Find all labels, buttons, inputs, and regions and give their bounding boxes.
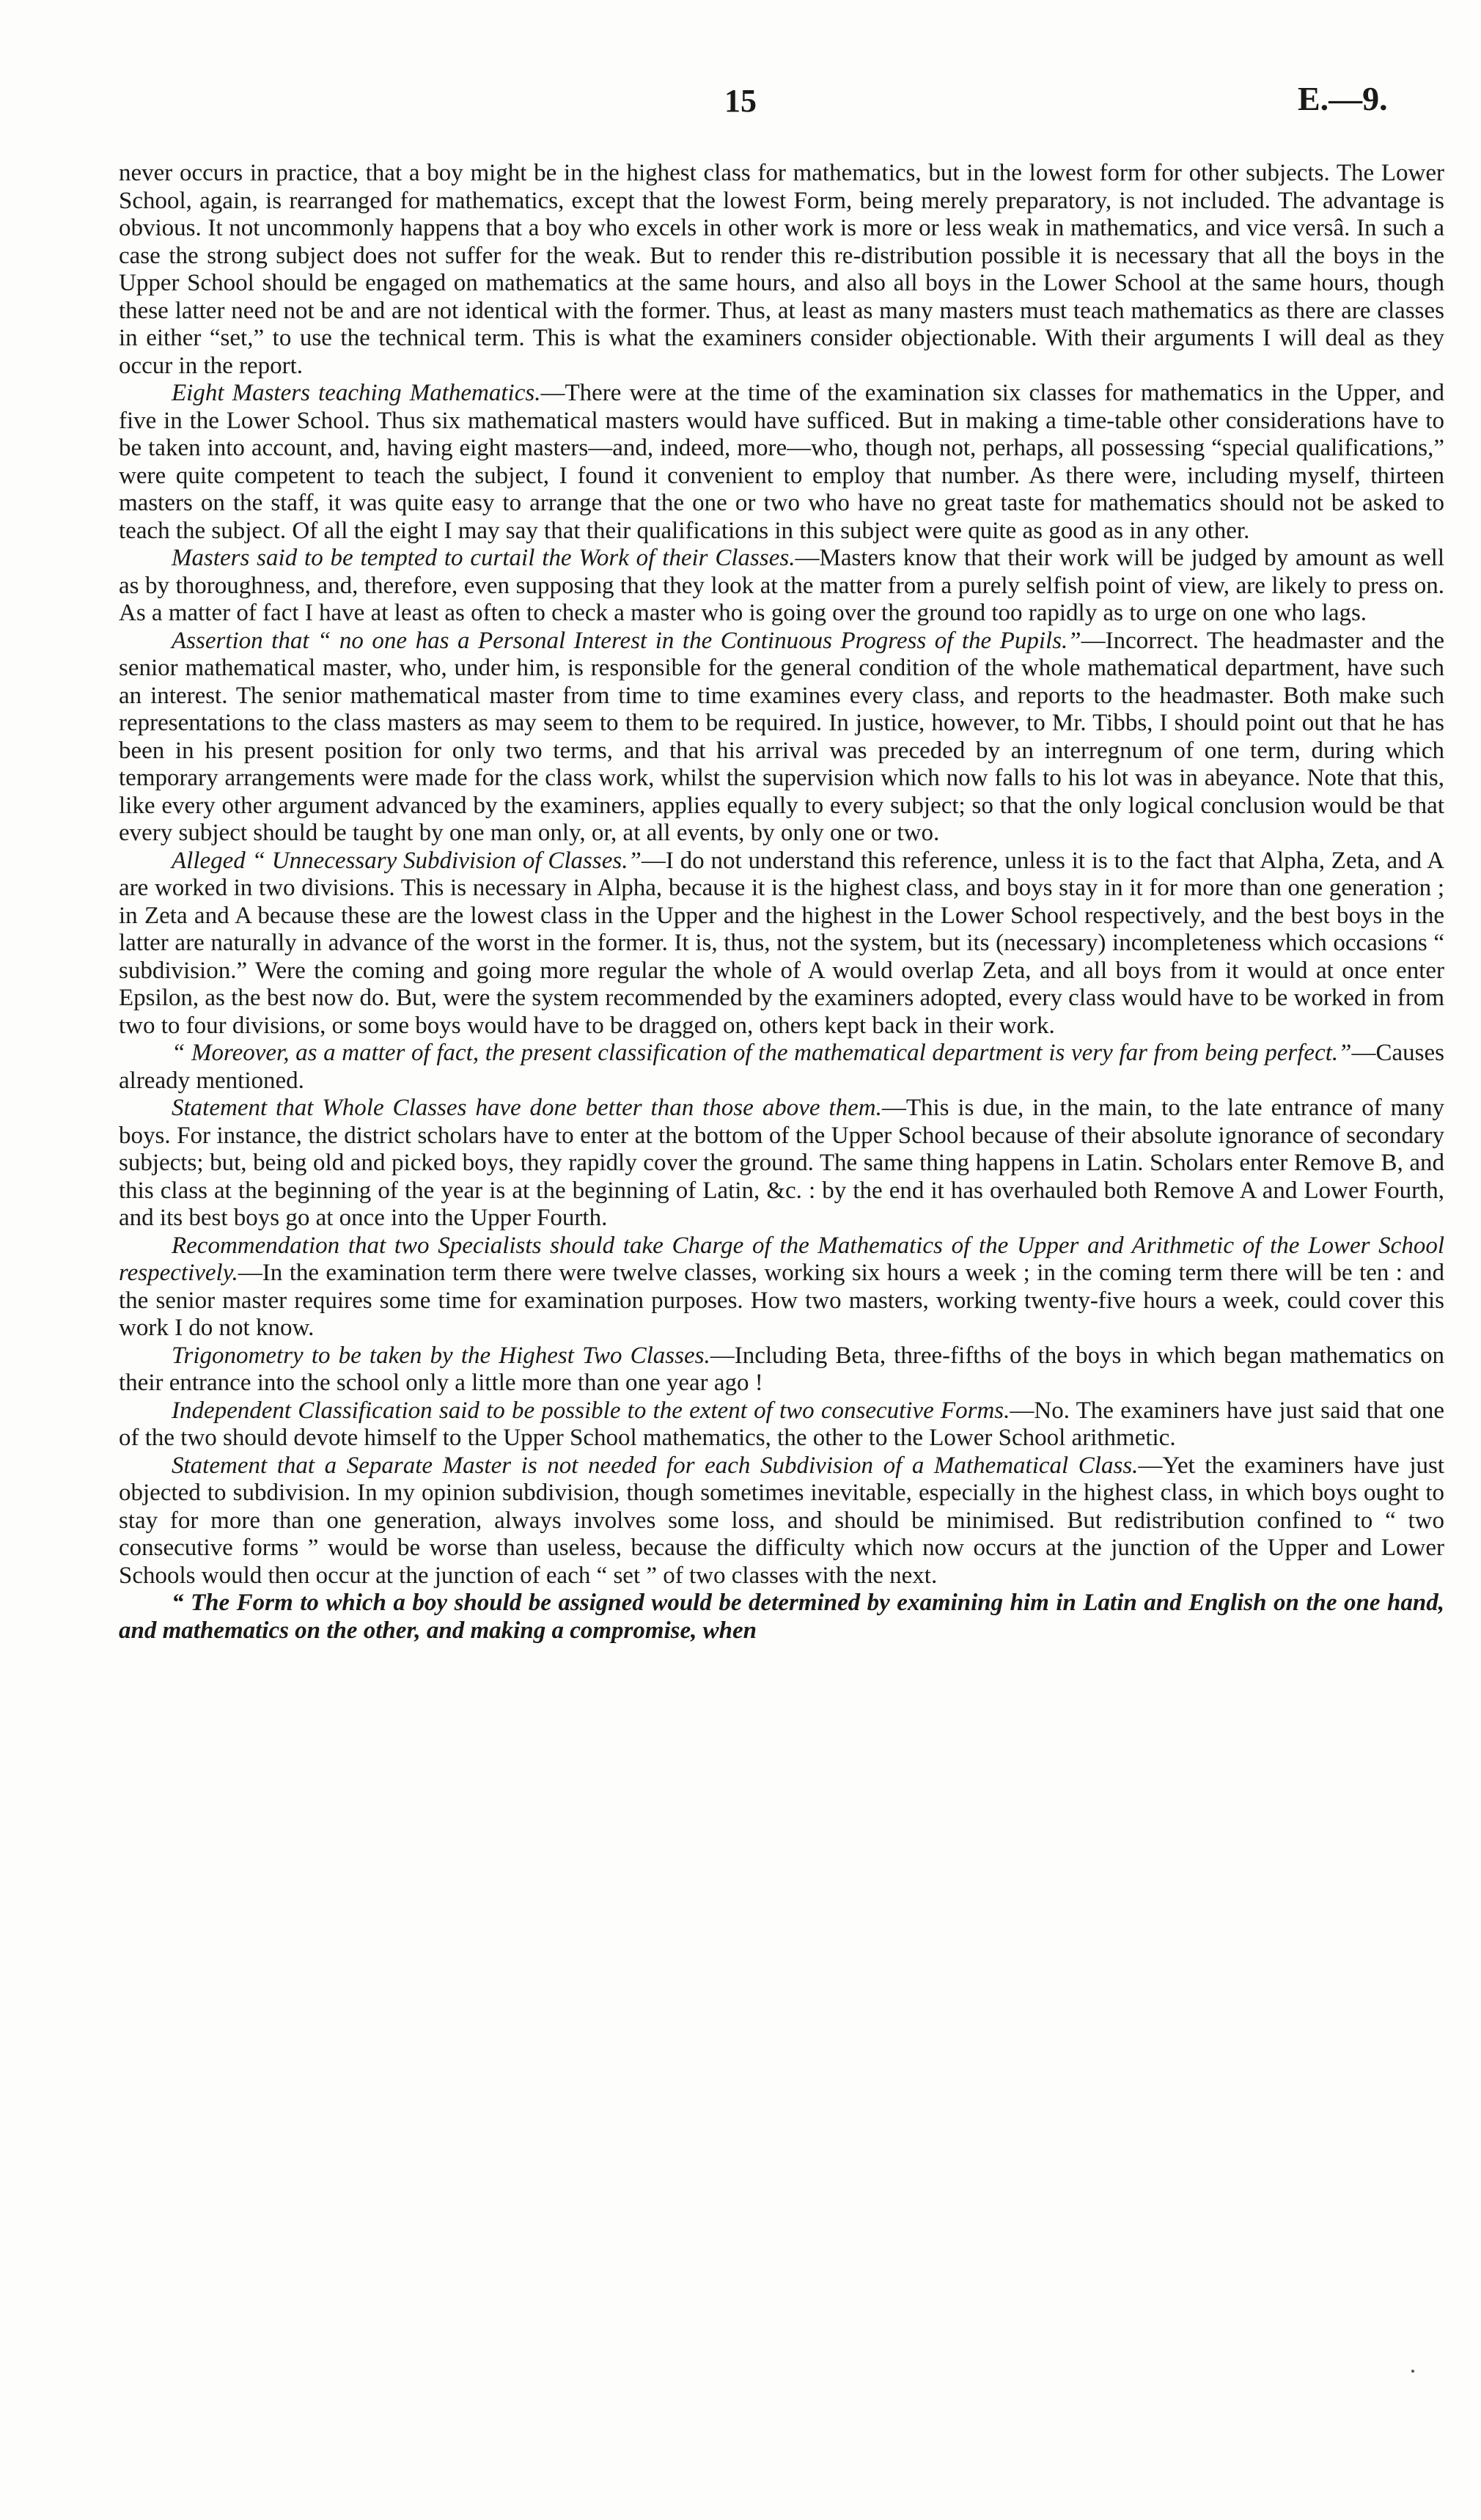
paragraph-heading: Recommendation that two Specialists should take Charge of the Mathematics of the Upper and Arithmetic of the Lower School respectively.	[119, 1232, 1444, 1286]
paragraph-text: —No. The examiners have just said that one of the two should devote himself to the Upper School mathematics, the other to the Lower School arithmetic.	[119, 1397, 1444, 1451]
paragraph-heading: Independent Classification said to be possible to the extent of two consecutive Forms.	[172, 1397, 1010, 1424]
page-number: 15	[724, 83, 757, 119]
paragraph-heading: Eight Masters teaching Mathematics.	[172, 380, 541, 406]
paragraph-text: —Causes already mentioned.	[119, 1040, 1444, 1094]
paragraph-heading: Statement that Whole Classes have done better than those above them.	[172, 1095, 882, 1121]
paragraph-text: never occurs in practice, that a boy might be in the highest class for mathematics, but in the lowest form for other subjects. The Lower School, again, is rearranged for mathematics, except that the lowest Form, being merely preparatory, is not included. The advantage is obvious. It not uncommonly happens that a boy who excels in other work is more or less weak in mathematics, and vice versâ. In such a case the strong subject does not suffer for the weak. But to render this re-distribution possible it is necessary that all the boys in the Upper School should be engaged on mathematics at the same hours, and also all boys in the Lower School at the same hours, though these latter need not be and are not identical with the former. Thus, at least as many masters must teach mathematics as there are classes in either “set,” to use the technical term. This is what the examiners consider objectionable. With their arguments I will deal as they occur in the report.	[119, 160, 1444, 379]
paragraph-heading: “ The Form to which a boy should be assigned would be determined by examining him in Latin and English on the one hand, and mathematics on the other, and making a compromise, when	[119, 1590, 1444, 1644]
paragraph-continuation	[119, 160, 1444, 380]
paragraph-text: —This is due, in the main, to the late entrance of many boys. For instance, the district scholars have to enter at the bottom of the Upper School because of their absolute ignorance of secondary subjects; but, being old and picked boys, they rapidly cover the ground. The same thing happens in Latin. Scholars enter Remove B, and this class at the beginning of the year is at the beginning of Latin, &c. : by the end it has overhauled both Remove A and Lower Fourth, and its best boys go at once into the Upper Fourth.	[119, 1095, 1444, 1231]
paragraph-text: —There were at the time of the examination six classes for mathematics in the Upper, and five in the Lower School. Thus six mathematical masters would have sufficed. But in making a time-table other considerations have to be taken into account, and, having eight masters—and, indeed, more—who, though not, perhaps, all possessing “special qualifications,” were quite competent to teach the subject, I found it convenient to employ that number. As there were, including myself, thirteen masters on the staff, it was quite easy to arrange that the one or two who have no great taste for mathematics should not be asked to teach the subject. Of all the eight I may say that their qualifications in this subject were quite as good as in any other.	[119, 380, 1445, 544]
paragraph-form-assignment	[119, 1590, 1444, 1645]
paragraph-heading: “ Moreover, as a matter of fact, the present classification of the mathematical department is very far from being perfect.”	[172, 1040, 1352, 1066]
paragraph-two-specialists	[119, 1233, 1444, 1342]
paragraph-heading: Assertion that “ no one has a Personal Interest in the Continuous Progress of the Pupils.”	[172, 627, 1081, 654]
paragraph-subdivision	[119, 848, 1444, 1040]
paragraph-separate-master	[119, 1452, 1444, 1590]
paragraph-heading: Masters said to be tempted to curtail the Work of their Classes.	[172, 545, 795, 571]
paragraph-classification	[119, 1040, 1444, 1095]
paragraph-trigonometry	[119, 1342, 1444, 1397]
paragraph-eight-masters	[119, 380, 1444, 545]
paragraph-masters-tempted	[119, 545, 1444, 628]
paragraph-independent-classification	[119, 1397, 1444, 1452]
paragraph-whole-classes	[119, 1095, 1444, 1233]
paragraph-text: —I do not understand this reference, unless it is to the fact that Alpha, Zeta, and A are worked in two divisions. This is necessary in Alpha, because it is the highest class, and boys stay in it for more than one generation ; in Zeta and A because these are the lowest class in the Upper and the highest in the Lower School respectively, and the best boys in the latter are naturally in advance of the worst in the former. It is, thus, not the system, but its (necessary) incompleteness which occasions “ subdivision.” Were the coming and going more regular the whole of A would overlap Zeta, and all boys from it would at once enter Epsilon, as the best now do. But, were the system recommended by the examiners adopted, every class would have to be worked in from two to four divisions, or some boys would have to be dragged on, others kept back in their work.	[119, 847, 1444, 1039]
paragraph-personal-interest	[119, 628, 1444, 848]
paragraph-text: —In the examination term there were twelve classes, working six hours a week ; in the coming term there will be ten : and the senior master requires some time for examination purposes. How two masters, working twenty-five hours a week, could cover this work I do not know.	[119, 1260, 1444, 1341]
paragraph-heading: Statement that a Separate Master is not needed for each Subdivision of a Mathematical Class.	[172, 1452, 1139, 1479]
paragraph-heading: Trigonometry to be taken by the Highest Two Classes.	[172, 1342, 710, 1369]
scan-mark	[1411, 2370, 1414, 2373]
body-text	[119, 160, 1444, 1645]
paragraph-text: —Incorrect. The headmaster and the senior mathematical master, who, under him, is responsible for the general condition of the whole mathematical department, have such an interest. The senior mathematical master from time to time examines every class, and reports to the headmaster. Both make such representations to the class masters as may seem to them to be required. In justice, however, to Mr. Tibbs, I should point out that he has been in his present position for only two terms, and that his arrival was preceded by an interregnum of one term, during which temporary arrangements were made for the class work, whilst the supervision which now falls to his lot was in abeyance. Note that this, like every other argument advanced by the examiners, applies equally to every subject; so that the only logical conclusion would be that every subject should be taught by one man only, or, at all events, by only one or two.	[119, 627, 1444, 846]
paragraph-text: —Yet the examiners have just objected to subdivision. In my opinion subdivision, though sometimes inevitable, especially in the highest class, in which boys ought to stay for more than one generation, always involves some loss, and should be minimised. But redistribution confined to “ two consecutive forms ” would be worse than useless, because the difficulty which now occurs at the junction of the Upper and Lower Schools would then occur at the junction of each “ set ” of two classes with the next.	[119, 1452, 1444, 1589]
paragraph-text: —Including Beta, three-fifths of the boys in which began mathematics on their entrance into the school only a little more than one year ago !	[119, 1342, 1444, 1396]
paragraph-text: —Masters know that their work will be judged by amount as well as by thoroughness, and, therefore, even supposing that they look at the matter from a purely selfish point of view, are likely to press on. As a matter of fact I have at least as often to check a master who is going over the ground too rapidly as to urge on one who lags.	[119, 545, 1444, 626]
document-id: E.—9.	[1298, 80, 1388, 117]
paragraph-heading: Alleged “ Unnecessary Subdivision of Classes.”	[172, 847, 642, 874]
